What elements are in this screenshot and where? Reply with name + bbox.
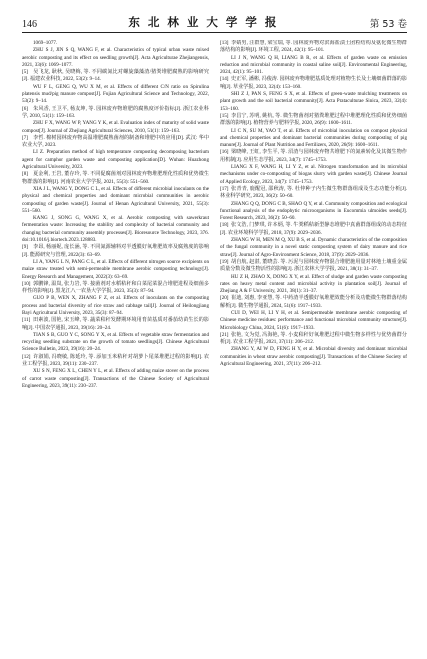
reference-entry: [220, 113, 407, 128]
reference-entry: [22, 281, 209, 296]
reference-entry: [220, 91, 407, 113]
reference-text: 李婧男, 汪群慧, 梁宝瑞, 等. 园林废弃物对滨海盐渍土团粒结构及氨化微生物群落结构的影响[J]. 环境工程, 2024, 42(1): 95–101.: [220, 40, 407, 54]
reference-text: LI A, YANG L N, PANG C L, et al. Effects of different nitrogen source excipients on maize straw treated with semi-permeable membrane aerobic composting technology[J]. Energy Research and Management, 2022(3): 63–69.: [22, 258, 209, 280]
reference-text: 李昌宁, 苏明, 姚杭, 等. 微生物菌剂对猪粪堆肥过程中堆肥理化性质和优势细菌群落的影响[J]. 植物营养与肥料学报, 2020, 26(9): 1600–1611.: [220, 112, 407, 127]
reference-entry: [220, 128, 407, 150]
reference-number: [21]: [220, 331, 229, 338]
reference-text: SHI Z J, PAN S, FENG S X, et al. Effects of green-waste mulching treatments on plant growth and the soil bacterial community[J]. Acta Prataculturae Sinica, 2023, 32(4): 153–160.: [220, 91, 407, 112]
reference-number: [6]: [22, 105, 28, 112]
reference-text: 李昂, 杨丽妮, 庞长涵, 等. 不同氮源辅料对半透膜好氧堆肥效率及腐熟度的影响[J]. 能源研究与管理, 2022(3): 63–69.: [22, 244, 209, 258]
reference-entry: [220, 310, 407, 332]
reference-entry: [220, 332, 407, 347]
reference-number: [12]: [22, 353, 31, 360]
reference-text: ZHANG W H, MEN M Q, XU B S, et al. Dynamic characteristics of the composition of the fungal community in a novel static composting system of dairy manure and rice straw[J]. Journal of Agro-Environment Science, 2018, 37(9): 2029–2036.: [220, 237, 407, 258]
reference-text: XU S N, FENG X L, CHEN Y L, et al. Effects of adding maize stover on the process of carrot waste composting[J]. Transactions of the Chinese Society of Agricultural Engineering, 2023, 39(11): 230–237.: [22, 368, 209, 389]
reference-entry: [22, 69, 209, 84]
reference-number: [5]: [22, 69, 28, 76]
reference-entry: [22, 106, 209, 121]
reference-number: [20]: [220, 295, 229, 302]
reference-text: 张艳, 文为觉, 冯海艳, 等. 小麦秸秆好氧堆肥过程中微生物多样性与优势菌群分析[J]. 农业工程学报, 2021, 37(11): 206–212.: [220, 331, 407, 346]
reference-entry: [22, 171, 209, 186]
reference-entry: [22, 295, 209, 317]
reference-text: 吴飞龙, 耿秋, 吴晓梅, 等. 不同碳氮比对螺旋藻藻渣/猪粪堆肥腐熟的影响研究[J]. 福建农业科技, 2022, 53(2): 9–14.: [22, 69, 209, 83]
reference-entry: [22, 84, 209, 106]
reference-text: 郭鹏锋, 温岚, 张力岩, 等. 接菌剂对水稻秸秆和白菜尾菜混合堆肥进程及细菌多样性的影响[J]. 黑龙江八一农垦大学学报, 2023, 35(3): 87–94.: [22, 280, 209, 295]
reference-entry: [220, 76, 407, 91]
reference-entry: [220, 40, 407, 55]
reference-text: TIAN S B, GUO Y C, SONG Y X, et al. Effects of vegetable straw fermentation and recycling seedling substrate on the growth of tomato seedlings[J]. Chinese Agricultural Science Bulletin, 2023, 39(16): 20–24.: [22, 331, 209, 353]
reference-number: [19]: [220, 258, 229, 265]
reference-entry: [220, 274, 407, 296]
reference-text: 夏金利, 王岩, 董存玲, 等. 不同促腐菌剂对园林废弃物堆肥理化性质和优势微生物群落的影响[J]. 河南农业大学学报, 2021, 55(3): 551–560.: [22, 171, 209, 185]
reference-entry: [22, 215, 209, 244]
reference-text: WU F L, GENG Q, WU X M, et al. Effects of different C/N ratio on Spirulina platensis mud/pig manure compost[J]. Fujian Agricultural Science and Technology, 2022, 53(2): 9–14.: [22, 83, 209, 105]
reference-text: LI C N, SU M, YAO T, et al. Effects of microbial inoculation on compost physical and chemical properties and dominant bacterial communities during composting of pig manure[J]. Journal of Plant Nutrition and Fertilizers, 2020, 26(9): 1600–1611.: [220, 127, 407, 149]
page-number: 146: [22, 19, 37, 30]
reference-entry: [220, 201, 407, 223]
reference-number: [11]: [22, 317, 31, 324]
volume-label: 第 53 卷: [369, 19, 407, 30]
reference-number: [17]: [220, 185, 229, 192]
reference-text: CUI D, WEI H, LI Y H, et al. Semipermeable membrane aerobic composting of Chinese medicine residues: performance and functional microbial community structure[J]. Microbiology China, 2024, 51(6): 1917–1933.: [220, 309, 407, 331]
reference-entry: [22, 354, 209, 369]
reference-text: 朱风香, 王卫平, 杨友坤, 等. 园林废弃物堆肥的腐熟度评价指标[J]. 浙江农业科学, 2010, 51(1): 159–163.: [22, 105, 209, 119]
reference-number: [14]: [220, 76, 229, 83]
reference-entry: [22, 332, 209, 354]
reference-text: 梁晓峰, 王虹, 李生平, 等. 沼渣与园林废弃物共堆肥下的氮素转化及其微生物作用机制[J]. 应用生态学报, 2023, 34(7): 1745–1753.: [220, 149, 407, 163]
reference-text: 史正军, 潘彬, 冯俊涛. 园林废弃物堆肥基质处理对植物生长及土壤细菌群落的影响[J]. 草业学报, 2023, 32(4): 153–160.: [220, 76, 407, 90]
reference-text: ZHANG Q Q, DONG C B, SHAO Q Y, et al. Community composition and ecological functional analysis of the endophytic microorganisms in Eucommia ulmoides seeds[J]. Forest Research, 2023, 36(2): 50–60.: [220, 200, 407, 222]
reference-entry: [22, 47, 209, 69]
reference-entry: [22, 149, 209, 171]
reference-text: 胡自航, 赵湛, 董晓芸. 等. 污泥与园林废弃物混合堆肥施用量对林地土壤重金属质量分数及微生物活性的影响[J]. 浙江农林大学学报, 2021, 38(1): 31–37.: [220, 258, 407, 273]
reference-text: 许淑娟, 冯晓敏, 陈延玲, 等. 添加玉米秸秆对胡萝卜尾菜堆肥过程的影响[J]. 农业工程学报, 2023, 39(11): 230–237.: [22, 353, 209, 368]
reference-entry: [22, 135, 209, 150]
reference-text: HU Z H, ZHAO X, DONG X Y, et al. Effect of sludge and garden waste composting rates on heavy metal content and microbial activity in plantation soil[J]. Journal of Zhejiang A & F University, 2021, 38(1): 31–37.: [220, 273, 407, 295]
reference-entry: [22, 368, 209, 390]
reference-entry: [22, 120, 209, 135]
reference-text: ZHANG Y, AI W D, FENG H Y, et al. Microbial diversity and dominant microbial communities in wheat straw aerobic composting[J]. Transactions of the Chinese Society of Agricultural Engineering, 2021, 37(11): 206–212.: [220, 346, 407, 368]
reference-text: 张文浩, 门梦琪, 许本炳, 等. 牛粪稻秸新型静态堆肥中真菌群落组成的动态特征[J]. 农业环境科学学报, 2018, 37(9): 2029–2036.: [220, 222, 407, 236]
reference-entry: [22, 317, 209, 332]
reference-number: [10]: [22, 280, 31, 287]
reference-text: XIA J L, WANG Y, DONG C L, et al. Effects of different microbial inoculants on the physical and chemical properties and dominant microbial communities in aerobic composting of garden waste[J]. Journal of Henan Agricultural University, 2021, 55(3): 551–560.: [22, 185, 209, 214]
reference-number: [15]: [220, 112, 229, 119]
reference-text: LIANG X F, WANG H, LI Y Z, et al. Nitrogen transformation and its microbial mechanisms under co-composting of biogas slurry with garden waste[J]. Chinese Journal of Applied Ecology, 2023, 34(7): 1745–1753.: [220, 164, 407, 185]
reference-text: ZHU S J, JIN S Q, WANG F, et al. Characteristics of typical urban waste mixed aerobic composting and its effect on seedling growth[J]. Acta Agriculturae Zhejiangensis, 2021, 33(6): 1069–1077.: [22, 47, 209, 68]
reference-text: ZHU F X, WANG W P, YANG Y K, et al. Evaluation index of maturity of solid waste compost[J]. Journal of Zhejiang Agricultural Sciences, 2010, 51(1): 159–163.: [22, 120, 209, 134]
reference-entry: [220, 222, 407, 237]
reference-entry: [220, 237, 407, 259]
reference-entry: [220, 346, 407, 368]
reference-text: 李哲. 棉树园林废弃物高温堆肥腐熟菌剂的制备和堆肥中的应用[D]. 武汉: 华中农业大学, 2023.: [22, 134, 209, 149]
reference-column-right: [220, 40, 407, 653]
reference-entry: [220, 164, 407, 186]
reference-text: 1069–1077.: [33, 40, 58, 46]
reference-number: [13]: [220, 40, 229, 46]
reference-number: [9]: [22, 244, 28, 251]
reference-number: [18]: [220, 222, 229, 229]
reference-number: [16]: [220, 149, 229, 156]
reference-text: LI Z. Preparation method of high temperature composting decomposing bacterium agent for camphor garden waste and composting application[D]. Wuhan: Huazhong Agricultural University, 2023.: [22, 149, 209, 171]
reference-entry: [220, 55, 407, 77]
running-header: [22, 14, 407, 33]
reference-entry: [22, 186, 209, 215]
reference-number: [7]: [22, 134, 28, 141]
reference-entry: [220, 186, 407, 201]
reference-text: GUO P B, WEN X, ZHANG F Z, et al. Effects of inoculants on the composting process and bacterial diversity of rice straw and cabbage tail[J]. Journal of Heilongjiang Bayi Agricultural University, 2023, 35(3): 87–94.: [22, 295, 209, 316]
reference-entry: [22, 259, 209, 281]
reference-text: 张青青, 鹿醒冠, 邵秋涛, 等. 杜仲种子内生微生物群落组成及生态功能分析[J]. 林业科学研究, 2023, 36(2): 50–60.: [220, 185, 407, 200]
reference-entry: [220, 259, 407, 274]
reference-column-left: [22, 40, 209, 653]
reference-entry: [220, 295, 407, 310]
reference-entry: [220, 149, 407, 164]
reference-number: [8]: [22, 171, 28, 178]
reference-entry: [22, 244, 209, 259]
reference-text: LI J N, WANG Q H, LIANG B R, et al. Effects of garden waste on emission reduction and microbial community in coastal saline soil[J]. Environmental Engineering, 2024, 42(1): 95–101.: [220, 54, 407, 76]
reference-columns: [22, 40, 407, 653]
reference-text: KANG J, SONG G, WANG X, et al. Aerobic composting with sawerkraut fermentation waste: Increasing the stability and complexity of bacterial community and changing bacterial community assembly processes[J]. Bioresource Technology, 2023, 376. doi:10.1016/j.biortech.2023.128883.: [22, 215, 209, 244]
journal-title: 东 北 林 业 大 学 学 报: [128, 15, 279, 29]
reference-text: 田素波, 国艳, 宋玉峰, 等. 蔬菜秸秆发酵期环境用育苗基质对番茄幼苗生长的影响[J]. 中国农学通报, 2023, 39(16): 20–24.: [22, 317, 209, 331]
reference-text: 崔迪, 刘惠, 李亚慧, 等. 中药渣半透膜好氧堆肥效能分析及功能微生物群落结构解析[J]. 微生物学通报, 2024, 51(6): 1917–1933.: [220, 295, 407, 309]
